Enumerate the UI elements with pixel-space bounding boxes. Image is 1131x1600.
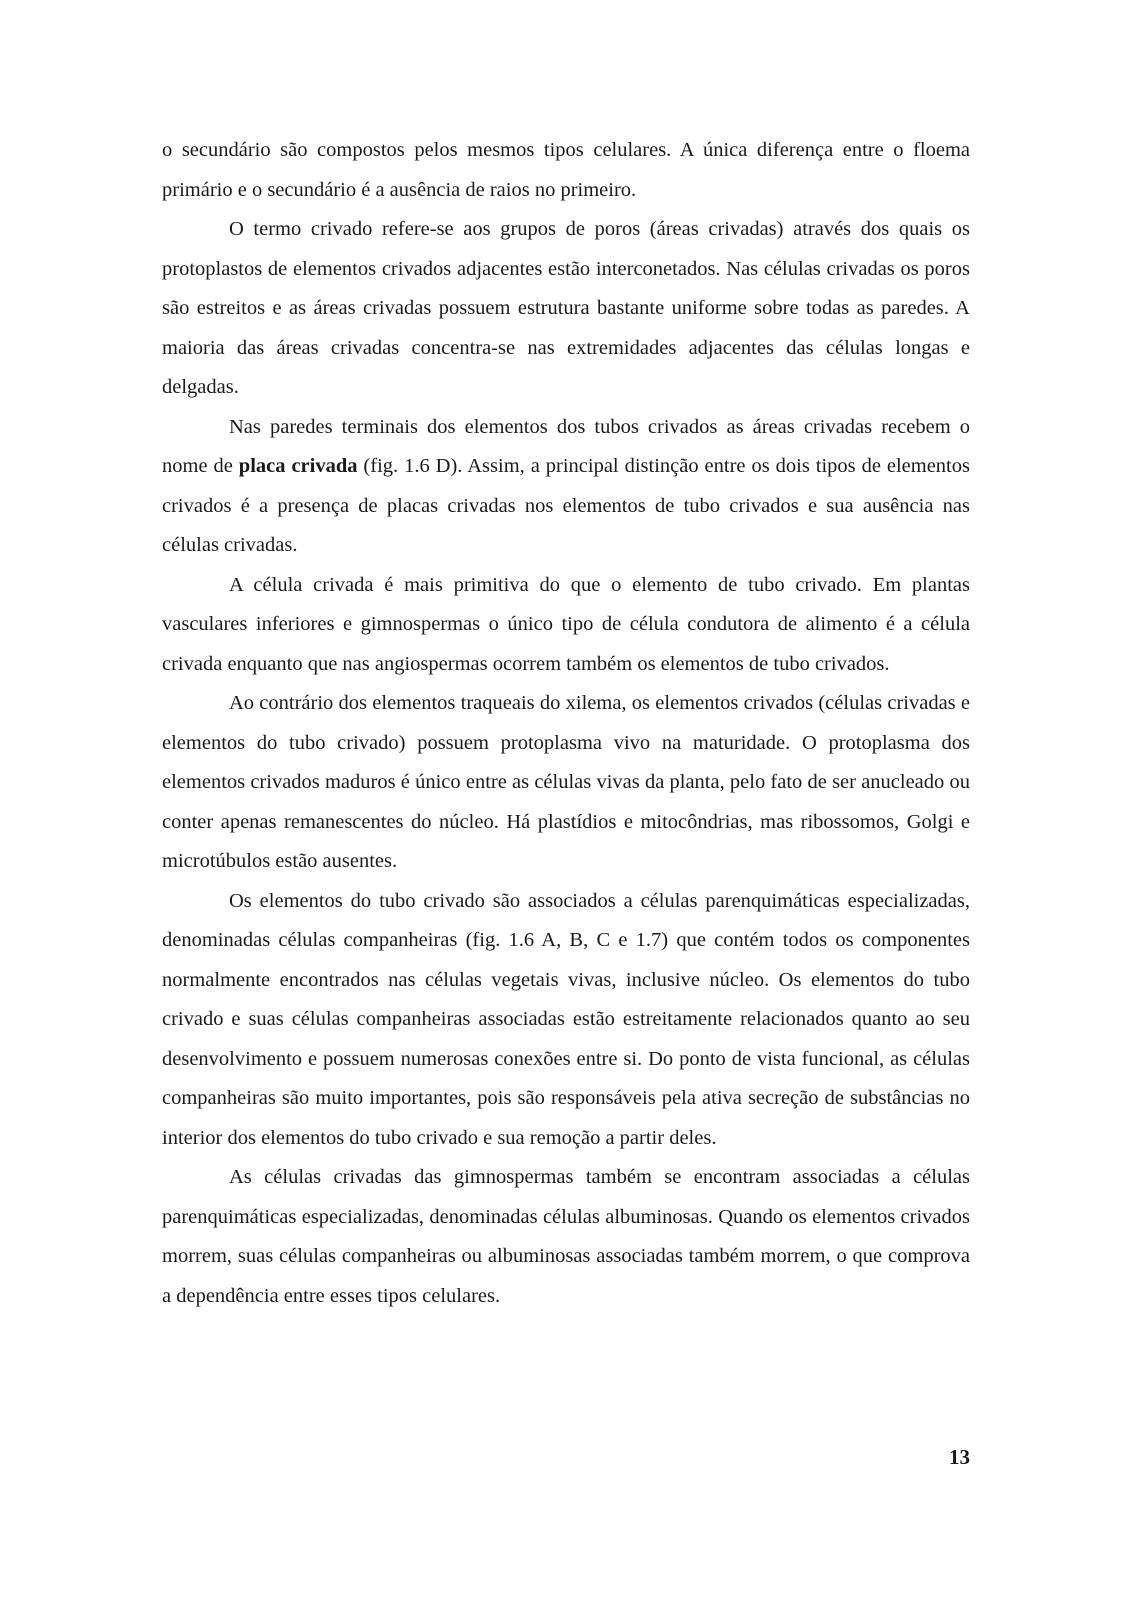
body-text bbox=[162, 131, 970, 1316]
paragraph-6: Os elementos do tubo crivado são associados a células parenquimáticas especializadas, denominadas células companheiras (fig. 1.6 A, B, C e 1.7) que contém todos os componentes normalmente encontrados nas células vegetais vivas, inclusive núcleo. Os elementos do tubo crivado e suas células companheiras associadas estão estreitamente relacionados quanto ao seu desenvolvimento e possuem numerosas conexões entre si. Do ponto de vista funcional, as células companheiras são muito importantes, pois são responsáveis pela ativa secreção de substâncias no interior dos elementos do tubo crivado e sua remoção a partir deles. bbox=[162, 889, 970, 1149]
paragraph-4: A célula crivada é mais primitiva do que o elemento de tubo crivado. Em plantas vasculares inferiores e gimnospermas o único tipo de célula condutora de alimento é a célula crivada enquanto que nas angiospermas ocorrem também os elementos de tubo crivados. bbox=[162, 573, 970, 675]
page-number: 13 bbox=[949, 1445, 970, 1469]
paragraph-7: As células crivadas das gimnospermas também se encontram associadas a células parenquimáticas especializadas, denominadas células albuminosas. Quando os elementos crivados morrem, suas células companheiras ou albuminosas associadas também morrem, o que comprova a dependência entre esses tipos celulares. bbox=[162, 1166, 970, 1307]
term-placa-crivada: placa crivada bbox=[238, 455, 358, 477]
paragraph-5: Ao contrário dos elementos traqueais do xilema, os elementos crivados (células crivadas e elementos do tubo crivado) possuem protoplasma vivo na maturidade. O protoplasma dos elementos crivados maduros é único entre as células vivas da planta, pelo fato de ser anucleado ou conter apenas remanescentes do núcleo. Há plastídios e mitocôndrias, mas ribossomos, Golgi e microtúbulos estão ausentes. bbox=[162, 692, 970, 872]
paragraph-2: O termo crivado refere-se aos grupos de poros (áreas crivadas) através dos quais os protoplastos de elementos crivados adjacentes estão interconetados. Nas células crivadas os poros são estreitos e as áreas crivadas possuem estrutura bastante uniforme sobre todas as paredes. A maioria das áreas crivadas concentra-se nas extremidades adjacentes das células longas e delgadas. bbox=[162, 218, 970, 398]
paragraph-3-lead: Nas paredes terminais dos elementos dos tubos crivados as áreas crivadas recebem o nome de bbox=[162, 415, 970, 477]
paragraph-3-rest: (fig. 1.6 D). Assim, a principal distinção entre os dois tipos de elementos crivados é a presença de placas crivadas nos elementos de tubo crivados e sua ausência nas células crivadas. bbox=[162, 455, 970, 556]
paragraph-3 bbox=[162, 408, 970, 566]
paragraph-1: o secundário são compostos pelos mesmos tipos celulares. A única diferença entre o floema primário e o secundário é a ausência de raios no primeiro. bbox=[162, 139, 970, 201]
